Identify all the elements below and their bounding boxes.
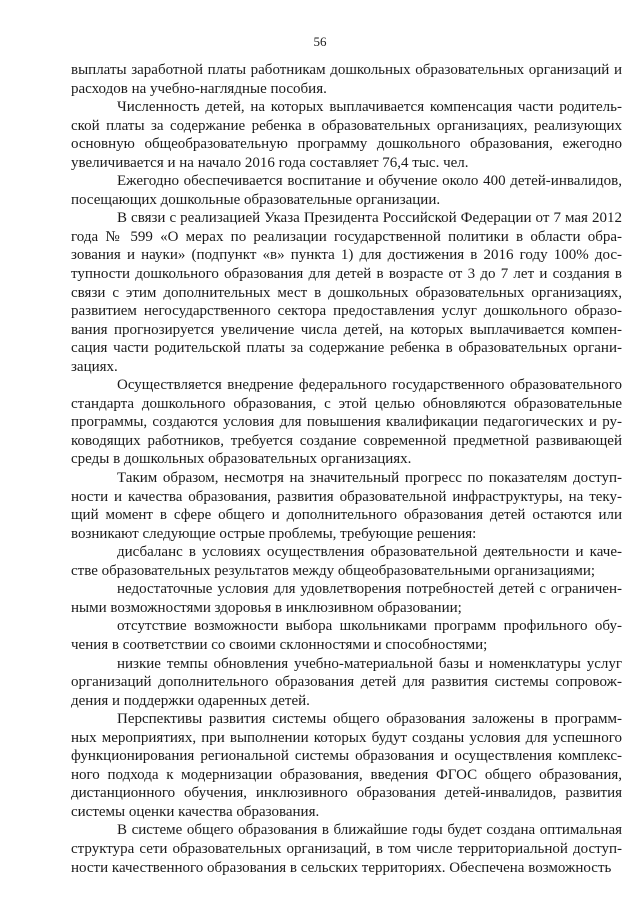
- problem-item-material-base: низкие темпы обновления учебно-материальной базы и номенклатуры услуг организаций дополнительного образования детей для развития системы сопровождения и поддержки одаренных детей.: [71, 655, 622, 709]
- paragraph-continuation: выплаты заработной платы работникам дошкольных образовательных организаций и расходов на учебно-наглядные пособия.: [71, 62, 622, 97]
- paragraph-disabled-children: Ежегодно обеспечивается воспитание и обучение около 400 детей-инвалидов, посещающих дошкольные образовательные организации.: [71, 173, 622, 208]
- body-text: [71, 61, 622, 877]
- problem-item-inclusive: недостаточные условия для удовлетворения потребностей детей с ограниченными возможностями здоровья в инклюзивном образовании;: [71, 581, 622, 616]
- paragraph-compensation-count: Численность детей, на которых выплачивается компенсация части родительской платы за содержание ребенка в образовательных организациях, реализующих основную общеобразовательную программу дошкольного образования, ежегодно увеличивается и на начало 2016 года составляет 76,4 тыс. чел.: [71, 99, 622, 171]
- problem-item-profile-choice: отсутствие возможности выбора школьниками программ профильного обучения в соответствии со своими склонностями и способностями;: [71, 618, 622, 653]
- paragraph-presidential-decree: В связи с реализацией Указа Президента Российской Федерации от 7 мая 2012 года № 599 «О мерах по реализации государственной политики в области образования и науки» (подпункт «в» пункта 1) для достижения в 2016 году 100% доступности дошкольного образования для детей в возрасте от 3 до 7 лет и создания в связи с этим дополнительных мест в дошкольных образовательных организациях, развитием негосударственного сектора предоставления услуг дошкольного образования прогнозируется увеличение числа детей, на которых выплачивается компенсация части родительской платы за содержание ребенка в образовательных организациях.: [71, 210, 622, 375]
- problem-item-imbalance: дисбаланс в условиях осуществления образовательной деятельности и качестве образовательных результатов между общеобразовательными организациями;: [71, 544, 622, 579]
- paragraph-fgos-preschool: Осуществляется внедрение федерального государственного образовательного стандарта дошкольного образования, с этой целью обновляются образовательные программы, создаются условия для повышения квалификации педагогических и руководящих работников, требуется создание современной предметной развивающей среды в дошкольных образовательных организациях.: [71, 377, 622, 468]
- paragraph-network-structure: В системе общего образования в ближайшие годы будет создана оптимальная структура сети образовательных организаций, в том числе территориальной доступности качественного образования в сельских территориях. Обеспечена возможность: [71, 822, 622, 876]
- paragraph-prospects: Перспективы развития системы общего образования заложены в программных мероприятиях, при выполнении которых будут созданы условия для успешного функционирования региональной системы образования и осуществления комплексного подхода к модернизации образования, введения ФГОС общего образования, дистанционного обучения, инклюзивного образования детей-инвалидов, развития системы оценки качества образования.: [71, 711, 622, 820]
- page-number: 56: [313, 34, 327, 49]
- paragraph-problems-intro: Таким образом, несмотря на значительный прогресс по показателям доступности и качества образования, развития образовательной инфраструктуры, на текущий момент в сфере общего и дополнительного образования детей остаются или возникают следующие острые проблемы, требующие решения:: [71, 470, 622, 542]
